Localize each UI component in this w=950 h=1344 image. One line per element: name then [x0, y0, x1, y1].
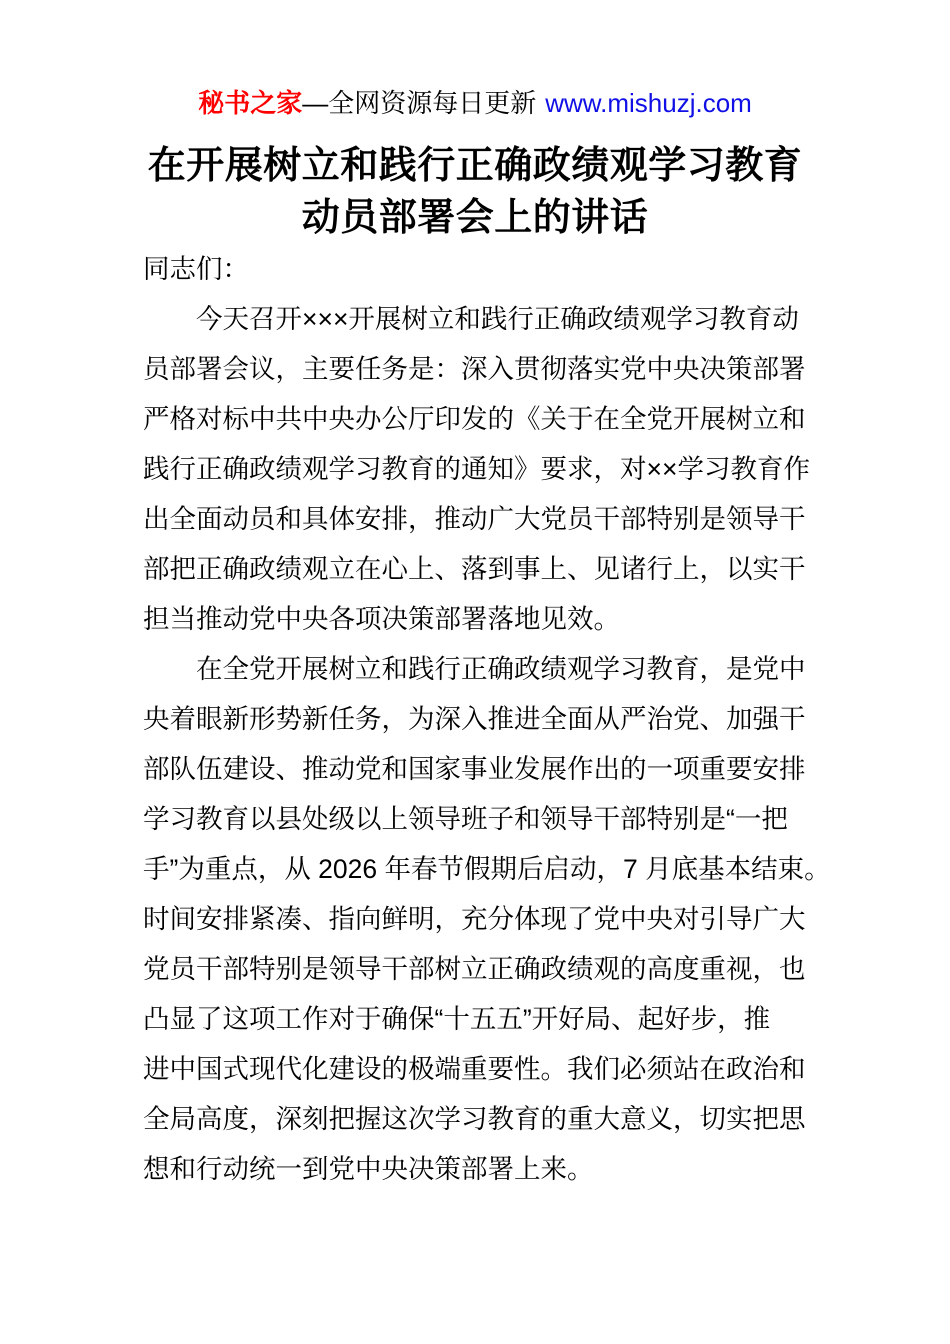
- body-text-line: 央着眼新形势新任务，为深入推进全面从严治党、加强干: [143, 704, 806, 734]
- body-text-line: 手”为重点，从 2026 年春节假期后启动，7 月底基本结束。: [143, 854, 831, 884]
- body-text-line: 担当推动党中央各项决策部署落地见效。: [143, 604, 620, 634]
- site-header: [0, 0, 950, 120]
- body-text-line: 全局高度，深刻把握这次学习教育的重大意义，切实把思: [143, 1104, 806, 1134]
- document-title: [0, 140, 950, 244]
- body-text-line: 出全面动员和具体安排，推动广大党员干部特别是领导干: [143, 504, 806, 534]
- body-text-line: 学习教育以县处级以上领导班子和领导干部特别是“一把: [143, 804, 788, 834]
- document-body: [0, 244, 843, 1194]
- body-text-line: 在全党开展树立和践行正确政绩观学习教育，是党中: [196, 654, 806, 684]
- body-text-line: 时间安排紧凑、指向鲜明，充分体现了党中央对引导广大: [143, 904, 806, 934]
- paragraph: [143, 644, 843, 1194]
- body-text-line: 今天召开×××开展树立和践行正确政绩观学习教育动: [196, 304, 799, 334]
- body-text-line: 想和行动统一到党中央决策部署上来。: [143, 1154, 594, 1184]
- site-brand: 秘书之家: [198, 88, 303, 118]
- title-line-1: 在开展树立和践行正确政绩观学习教育: [147, 145, 803, 187]
- body-text-line: 严格对标中共中央办公厅印发的《关于在全党开展树立和: [143, 404, 806, 434]
- body-text-line: 践行正确政绩观学习教育的通知》要求，对××学习教育作: [143, 454, 810, 484]
- body-text-line: 凸显了这项工作对于确保“十五五”开好局、起好步，推: [143, 1004, 771, 1034]
- paragraph: [143, 294, 843, 644]
- body-text-line: 员部署会议，主要任务是：深入贯彻落实党中央决策部署: [143, 354, 806, 384]
- body-text-line: 部队伍建设、推动党和国家事业发展作出的一项重要安排: [143, 754, 806, 784]
- site-url-link[interactable]: www.mishuzj.com: [545, 88, 752, 118]
- title-line-2: 动员部署会上的讲话: [301, 197, 649, 239]
- salutation: 同志们：: [143, 254, 249, 284]
- body-text-line: 进中国式现代化建设的极端重要性。我们必须站在政治和: [143, 1054, 806, 1084]
- body-text-line: 党员干部特别是领导干部树立正确政绩观的高度重视，也: [143, 954, 806, 984]
- body-text-line: 部把正确政绩观立在心上、落到事上、见诸行上，以实干: [143, 554, 806, 584]
- paragraphs-container: [143, 294, 843, 1194]
- site-tagline: —全网资源每日更新: [302, 88, 537, 118]
